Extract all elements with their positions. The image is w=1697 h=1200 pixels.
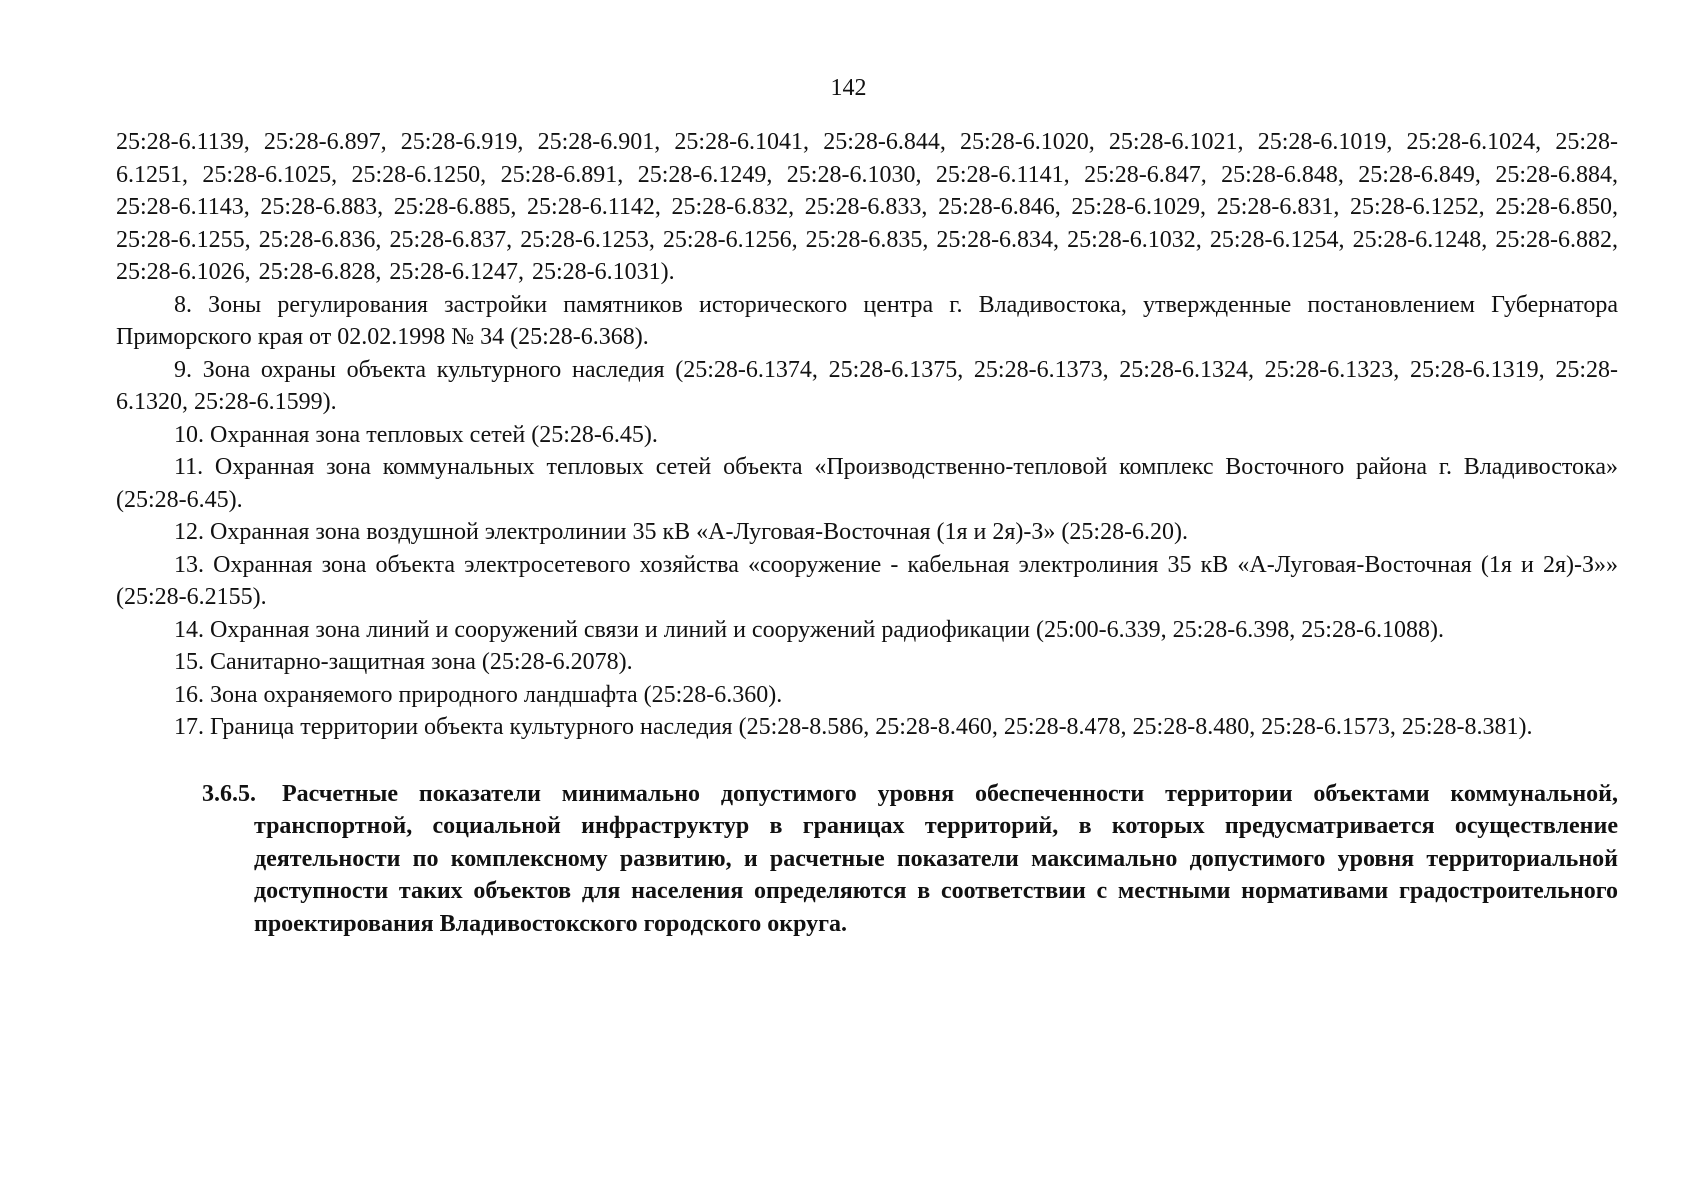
list-item-9: 9. Зона охраны объекта культурного наследия (25:28-6.1374, 25:28-6.1375, 25:28-6.1373, 25:28-6.1324, 25:28-6.1323, 25:28-6.1319, 25:28-6.1320, 25:28-6.1599). xyxy=(116,356,1618,415)
cadastral-codes-list: 25:28-6.1139, 25:28-6.897, 25:28-6.919, 25:28-6.901, 25:28-6.1041, 25:28-6.844, 25:28-6.1020, 25:28-6.1021, 25:28-6.1019, 25:28-6.1024, 25:28-6.1251, 25:28-6.1025, 25:28-6.1250, 25:28-6.891, 25:28-6.1249, 25:28-6.1030, 25:28-6.1141, 25:28-6.847, 25:28-6.848, 25:28-6.849, 25:28-6.884, 25:28-6.1143, 25:28-6.883, 25:28-6.885, 25:28-6.1142, 25:28-6.832, 25:28-6.833, 25:28-6.846, 25:28-6.1029, 25:28-6.831, 25:28-6.1252, 25:28-6.850, 25:28-6.1255, 25:28-6.836, 25:28-6.837, 25:28-6.1253, 25:28-6.1256, 25:28-6.835, 25:28-6.834, 25:28-6.1032, 25:28-6.1254, 25:28-6.1248, 25:28-6.882, 25:28-6.1026, 25:28-6.828, 25:28-6.1247, 25:28-6.1031). xyxy=(116,129,1618,285)
list-item-10: 10. Охранная зона тепловых сетей (25:28-6.45). xyxy=(174,421,658,448)
list-item-8: 8. Зоны регулирования застройки памятников исторического центра г. Владивостока, утвержденные постановлением Губернатора Приморского края от 02.02.1998 № 34 (25:28-6.368). xyxy=(116,291,1618,350)
list-item-17: 17. Граница территории объекта культурного наследия (25:28-8.586, 25:28-8.460, 25:28-8.478, 25:28-8.480, 25:28-6.1573, 25:28-8.381). xyxy=(174,714,1533,740)
list-item-11: 11. Охранная зона коммунальных тепловых сетей объекта «Производственно-тепловой комплекс Восточного района г. Владивостока» (25:28-6.45). xyxy=(116,454,1618,513)
document-body xyxy=(116,126,1618,940)
list-item-14: 14. Охранная зона линий и сооружений связи и линий и сооружений радиофикации (25:00-6.339, 25:28-6.398, 25:28-6.1088). xyxy=(174,616,1444,643)
section-number: 3.6.5. xyxy=(202,780,256,807)
list-item-12: 12. Охранная зона воздушной электролинии 35 кВ «А-Луговая-Восточная (1я и 2я)-З» (25:28-6.20). xyxy=(174,519,1189,545)
section-heading xyxy=(202,778,1618,941)
list-item-15: 15. Санитарно-защитная зона (25:28-6.2078). xyxy=(174,649,633,675)
section-title: Расчетные показатели минимально допустимого уровня обеспеченности территории объектами коммунальной, транспортной, социальной инфраструктур в границах территорий, в которых предусматривается осуществление деятельности по комплексному развитию, и расчетные показатели максимально допустимого уровня территориальной доступности таких объектов для населения определяются в соответствии с местными нормативами градостроительного проектирования Владивостокского городского округа. xyxy=(254,780,1618,937)
list-item-16: 16. Зона охраняемого природного ландшафта (25:28-6.360). xyxy=(174,681,783,708)
list-item-13: 13. Охранная зона объекта электросетевого хозяйства «сооружение - кабельная электролиния 35 кВ «А-Луговая-Восточная (1я и 2я)-З»» (25:28-6.2155). xyxy=(116,551,1618,610)
page-number: 142 xyxy=(830,75,867,101)
